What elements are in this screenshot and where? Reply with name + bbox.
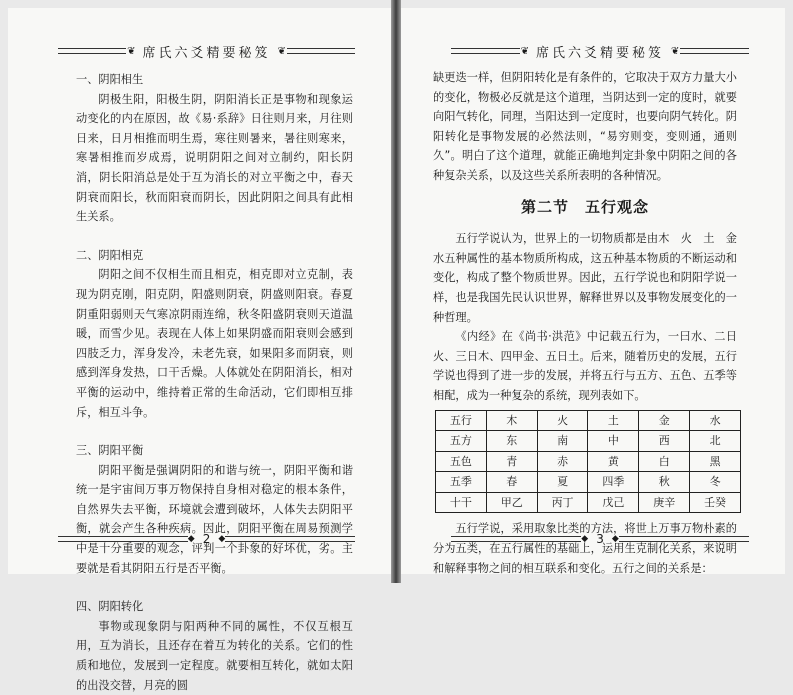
right-ornament-icon: ❦ [671, 45, 680, 57]
paragraph: 阴阳之间不仅相生而且相克，相克即对立克制，表现为阴克刚，阳克阴，阳盛则阴衰，阴盛则阳衰。春夏阴重阳弱则天气寒凉阴雨连绵，秋冬阳盛阴衰则天道温暖，而雪少见。表现在人体上如果阴盛而阳衰则会感到四肢乏力，浑身发冷，未老先衰，如果阳多而阴衰，则感到浑身发热，口干舌燥。人体就处在阴阳消长，相对平衡的运动中，维持着正常的生命活动，它们即相互排斥，相互斗争。 [76, 268, 353, 419]
table-cell: 壬癸 [690, 492, 741, 513]
table-cell: 水 [690, 410, 741, 431]
section-title: 二、阴阳相克 [76, 248, 144, 262]
book-spine [391, 0, 401, 583]
left-page-body [76, 70, 353, 695]
paragraph: 《内经》在《尚书·洪范》中记载五行为，一曰水、二日火、三日木、四甲金、五日土。后来，随着历史的发展，五行学说也得到了进一步的发展，并将五行与五方、五色、五季等相配，成为一种复杂的系统，现列表如下。 [433, 330, 737, 402]
chapter-title: 第二节 五行观念 [520, 197, 649, 216]
section-yinyang-mutual-restraint [76, 246, 353, 422]
left-page-header [58, 42, 355, 60]
paragraph: 五行学说，采用取象比类的方法，将世上万事万物朴素的分为五类，在五行属性的基础上，运用生克制化关系，来说明和解释事物之间的相互联系和变化。五行之间的关系是： [433, 522, 737, 575]
table-cell: 庚辛 [639, 492, 690, 513]
table-cell: 夏 [537, 472, 588, 493]
table-cell: 春 [486, 472, 537, 493]
table-row [436, 472, 741, 493]
table-cell: 黑 [690, 451, 741, 472]
table-cell: 木 [486, 410, 537, 431]
section-yinyang-transformation [76, 597, 353, 695]
paragraph: 阴极生阳，阳极生阴，阴阳消长正是事物和现象运动变化的内在原因，故《易·系辞》日往则月来，月往则日来，日月相推而明生焉，寒往则暑来，暑往则寒来，寒暑相推而岁成焉，说明阴阳之间对立制约，阳长阴消，阴长阳消总是处于互为消长的对立平衡之中，春天阴衰而阳长，秋而阳衰而阴长，因此阴阳之间具有此相生关系。 [76, 92, 353, 224]
right-page-footer [451, 532, 749, 546]
table-cell: 戊己 [588, 492, 639, 513]
section-title: 三、阴阳平衡 [76, 444, 144, 458]
page-number: 3 [596, 532, 604, 546]
table-cell: 金 [639, 410, 690, 431]
table-row [436, 492, 741, 513]
diamond-icon: ◆ [611, 534, 619, 544]
right-page-body [433, 68, 749, 578]
right-page [401, 8, 785, 574]
table-cell: 四季 [588, 472, 639, 493]
table-cell: 甲乙 [486, 492, 537, 513]
table-cell: 东 [486, 431, 537, 452]
left-ornament-icon: ❦ [520, 45, 529, 57]
left-header-title: 席氏六爻精要秘笈 [142, 45, 271, 61]
continuation-paragraph: 缺更迭一样，但阴阳转化是有条件的，它取决于双方力量大小的变化，物极必反就是这个道理，当阴达到一定的度时，就要向阳气转化，同理，当阳达到一定度时，也要向阴气转化。阴阳转化是事物发展的必然法则，“易穷则变，变则通，通则久”。明白了这个道理，就能正确地判定卦象中阴阳之间的各种复杂关系，以及这些关系所表明的各种情况。 [433, 71, 737, 182]
table-cell: 黄 [588, 451, 639, 472]
table-cell: 青 [486, 451, 537, 472]
diamond-icon: ◆ [218, 534, 226, 544]
diamond-icon: ◆ [581, 534, 589, 544]
table-cell: 火 [537, 410, 588, 431]
page-number: 2 [202, 532, 211, 546]
left-page-footer [58, 532, 355, 546]
table-row-header-cell: 五色 [436, 451, 487, 472]
table-cell: 丙丁 [537, 492, 588, 513]
right-ornament-icon: ❦ [277, 45, 286, 57]
table-cell: 中 [588, 431, 639, 452]
paragraph: 事物或现象阴与阳两种不同的属性，不仅互根互用，互为消长，且还存在着互为转化的关系。它们的性质和地位，发展到一定程度。就要相互转化，就如太阳的出没交替，月亮的圆 [76, 619, 353, 692]
table-row-header-cell: 五行 [436, 410, 487, 431]
paragraph: 五行学说认为，世界上的一切物质都是由木 火 土 金 水五种属性的基本物质所构成，这五种基本物质的不断运动和变化，构成了整个物质世界。因此，五行学说也和阴阳学说一样，也是我国先民认识世界，解释世界以及事物发展变化的一种哲理。 [433, 232, 749, 324]
table-cell: 北 [690, 431, 741, 452]
right-page-header [451, 42, 749, 60]
table-cell: 冬 [690, 472, 741, 493]
right-header-title: 席氏六爻精要秘笈 [536, 45, 665, 61]
diamond-icon: ◆ [187, 534, 195, 544]
section-yinyang-balance [76, 441, 353, 578]
table-cell: 南 [537, 431, 588, 452]
five-elements-table [435, 410, 741, 514]
table-cell: 白 [639, 451, 690, 472]
section-title: 一、阴阳相生 [76, 73, 144, 86]
table-row-header-cell: 五季 [436, 472, 487, 493]
table-cell: 土 [588, 410, 639, 431]
table-cell: 赤 [537, 451, 588, 472]
table-row [436, 451, 741, 472]
table-cell: 西 [639, 431, 690, 452]
table-row [436, 431, 741, 452]
table-row-header-cell: 五方 [436, 431, 487, 452]
table-cell: 秋 [639, 472, 690, 493]
section-title: 四、阴阳转化 [76, 600, 144, 614]
table-row-header-cell: 十干 [436, 492, 487, 513]
left-ornament-icon: ❦ [127, 45, 136, 57]
section-yinyang-mutual-generation [76, 70, 353, 227]
left-page [8, 8, 391, 692]
table-row [436, 410, 741, 431]
paragraph: 阴阳平衡是强调阴阳的和谐与统一，阴阳平衡和谐统一是宇宙间万事万物保持自身相对稳定的根本条件，自然界失去平衡，环境就会遭到破坏，人体失去阴阳平衡，就会产生各种疾病。因此，阴阳平衡在周易预测学中是十分重要的观念，评判一个卦象的好坏优，劣。主要就是看其阴阳五行是否平衡。 [76, 463, 353, 575]
